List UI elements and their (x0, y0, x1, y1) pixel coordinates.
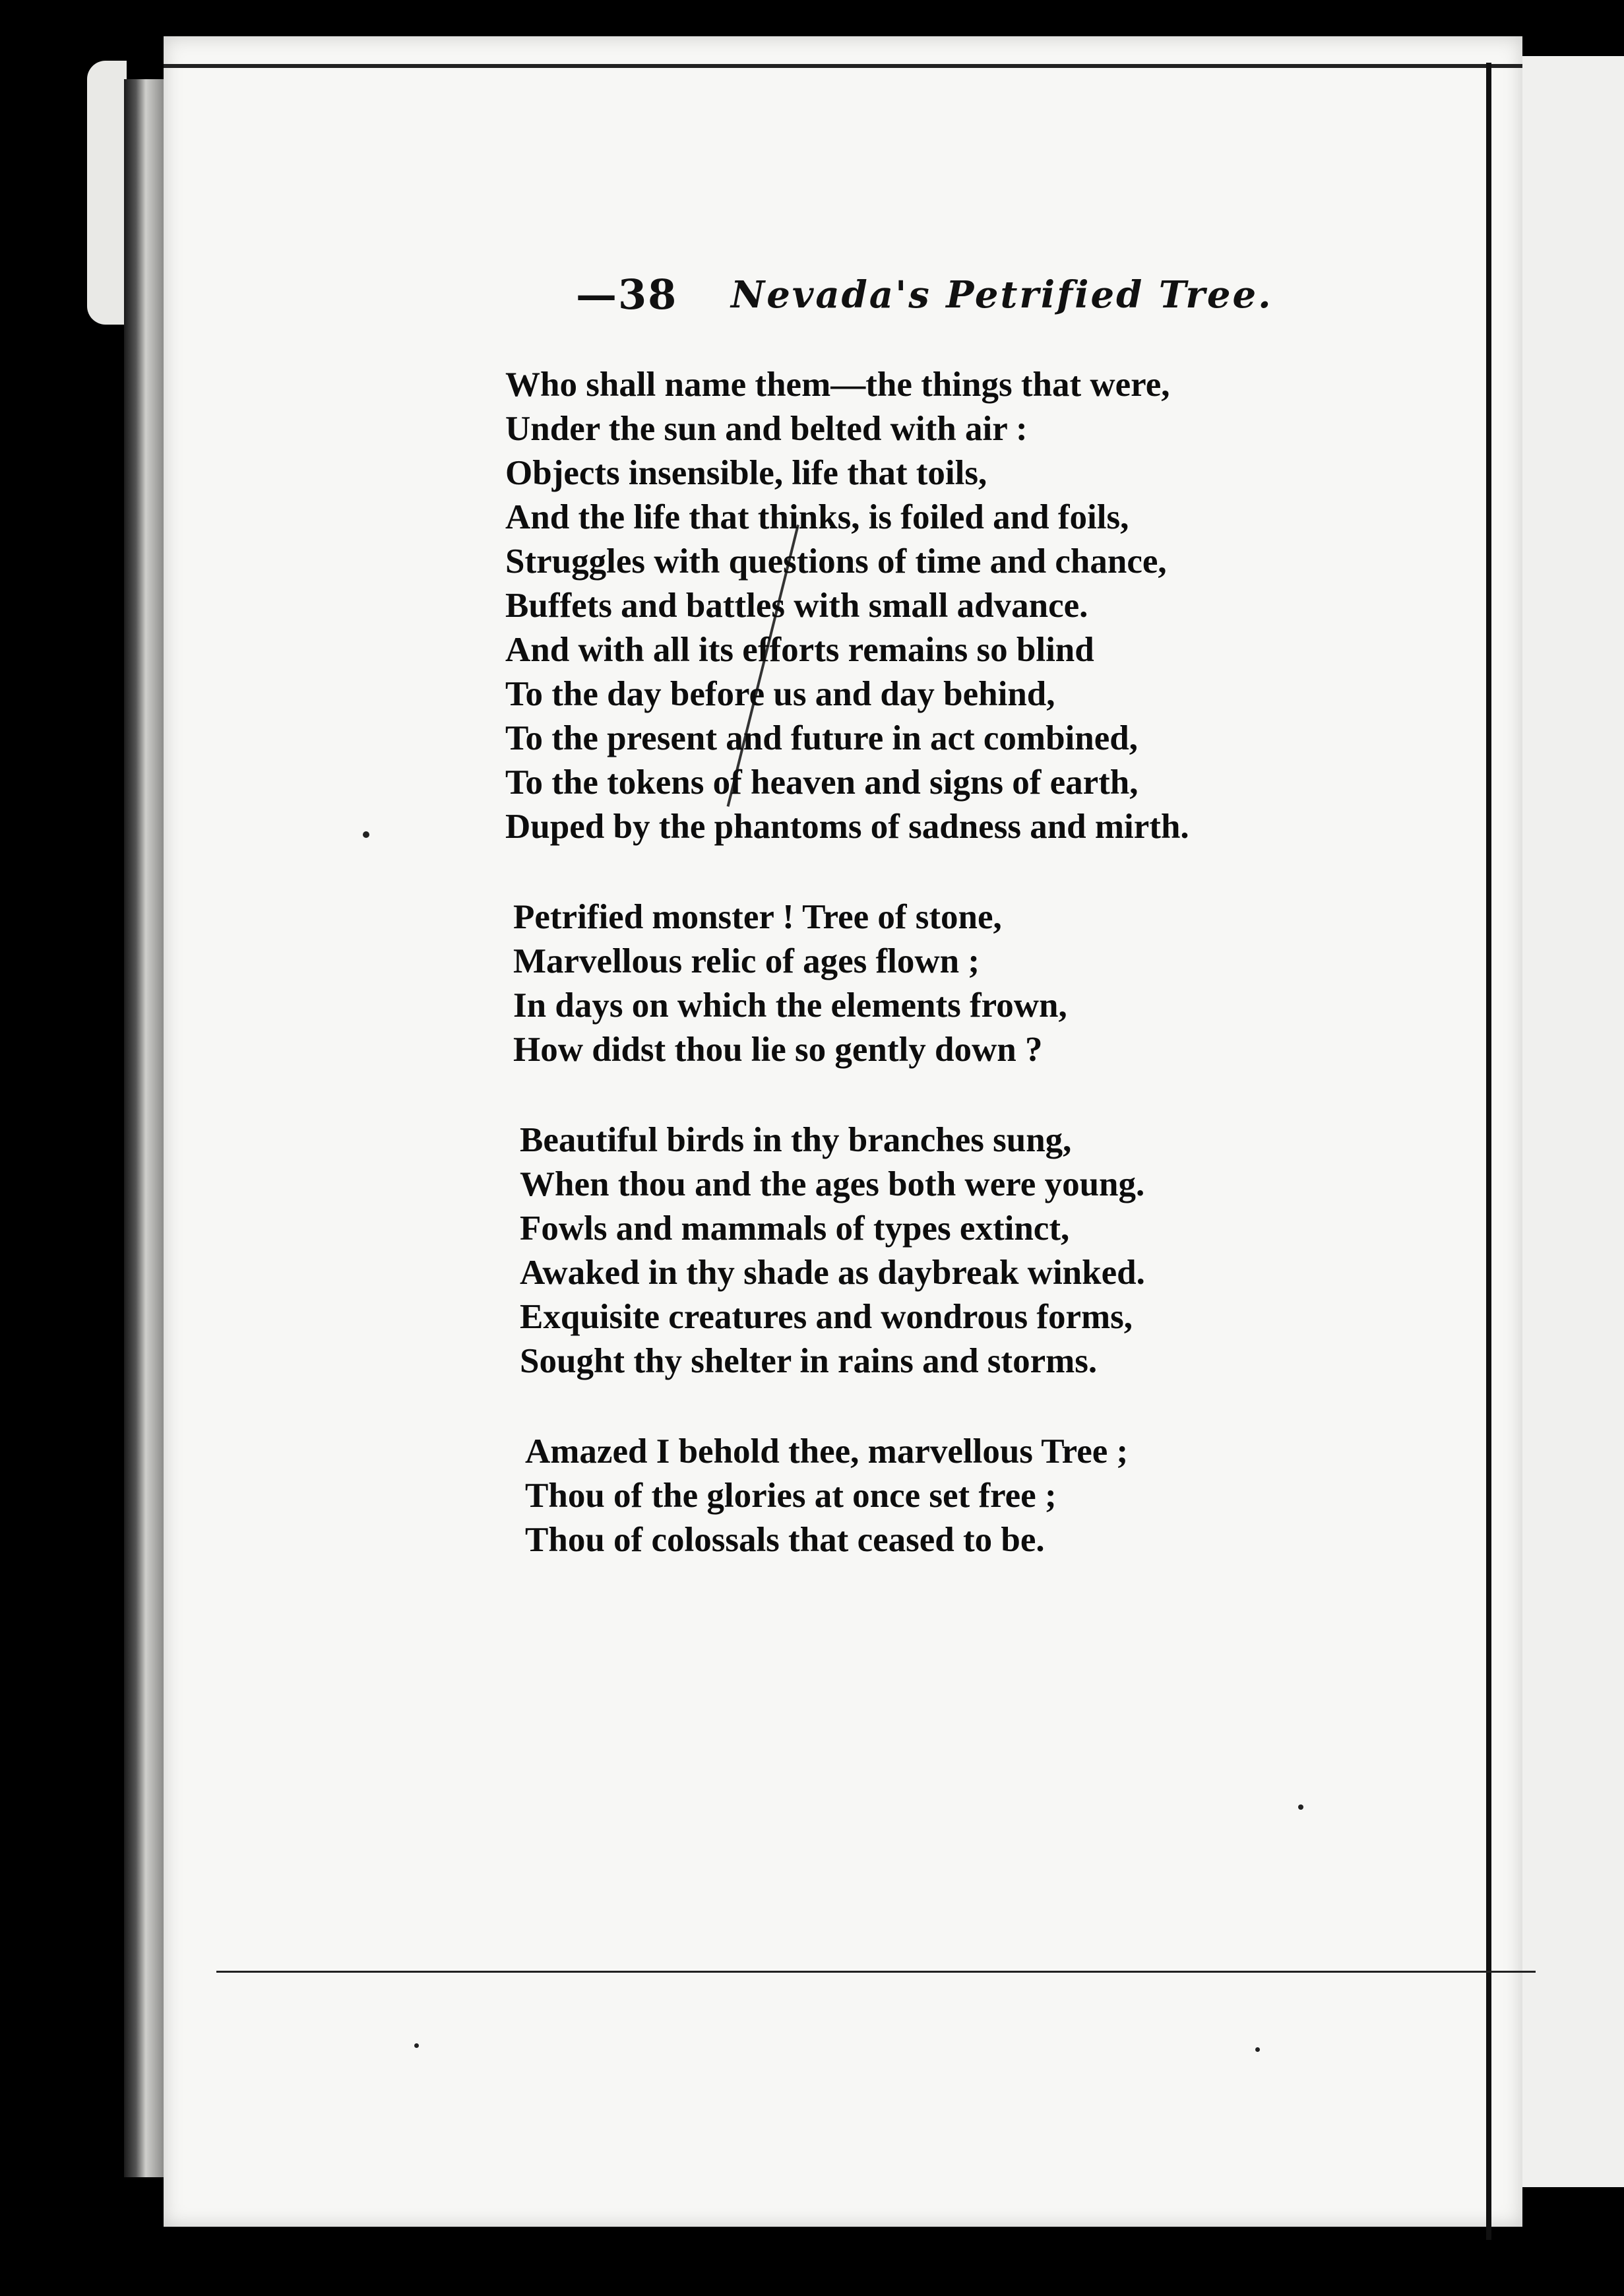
poem-line: In days on which the elements frown, (513, 986, 1067, 1025)
poem-line: Thou of the glories at once set free ; (525, 1477, 1057, 1515)
poem-line: Marvellous relic of ages flown ; (513, 942, 980, 980)
poem-body (505, 363, 1495, 1609)
poem-line: Objects insensible, life that toils, (505, 454, 987, 492)
page-edge-tab (87, 61, 127, 325)
running-title: Nevada's Petrified Tree. (731, 273, 1273, 317)
ink-speck (1255, 2047, 1260, 2052)
poem-line: Sought thy shelter in rains and storms. (520, 1342, 1098, 1380)
ink-speck (1298, 1804, 1303, 1810)
poem-line: Exquisite creatures and wondrous forms, (520, 1298, 1133, 1336)
poem-line: Duped by the phantoms of sadness and mirth. (505, 808, 1189, 846)
poem-line: Amazed I behold thee, marvellous Tree ; (525, 1432, 1129, 1471)
poem-line: Petrified monster ! Tree of stone, (513, 898, 1002, 936)
poem-line: When thou and the ages both were young. (520, 1165, 1145, 1203)
poem-line: Awaked in thy shade as daybreak winked. (520, 1254, 1145, 1292)
poem-line: To the present and future in act combined, (505, 719, 1138, 757)
stanza (505, 363, 1495, 849)
poem-line: To the day before us and day behind, (505, 675, 1055, 713)
poem-line: And the life that thinks, is foiled and foils, (505, 498, 1129, 536)
poem-line: And with all its efforts remains so blind (505, 631, 1094, 669)
top-rule (164, 64, 1522, 68)
poem-line: Thou of colossals that ceased to be. (525, 1521, 1045, 1559)
stanza (525, 1430, 1495, 1562)
poem-line: Buffets and battles with small advance. (505, 587, 1088, 625)
ink-speck (363, 831, 369, 838)
stanza (513, 895, 1495, 1072)
ink-speck (414, 2043, 419, 2048)
poem-line: Under the sun and belted with air : (505, 410, 1028, 448)
book-page (164, 36, 1522, 2227)
poem-line: How didst thou lie so gently down ? (513, 1031, 1043, 1069)
page-number: —38 (576, 271, 678, 319)
poem-line: Who shall name them—the things that were, (505, 366, 1170, 404)
bottom-rule (216, 1971, 1536, 1973)
poem-line: Fowls and mammals of types extinct, (520, 1209, 1070, 1248)
stanza (520, 1118, 1495, 1384)
poem-line: To the tokens of heaven and signs of earth, (505, 763, 1139, 802)
poem-line: Beautiful birds in thy branches sung, (520, 1121, 1072, 1159)
poem-line: Struggles with questions of time and chance, (505, 542, 1167, 581)
